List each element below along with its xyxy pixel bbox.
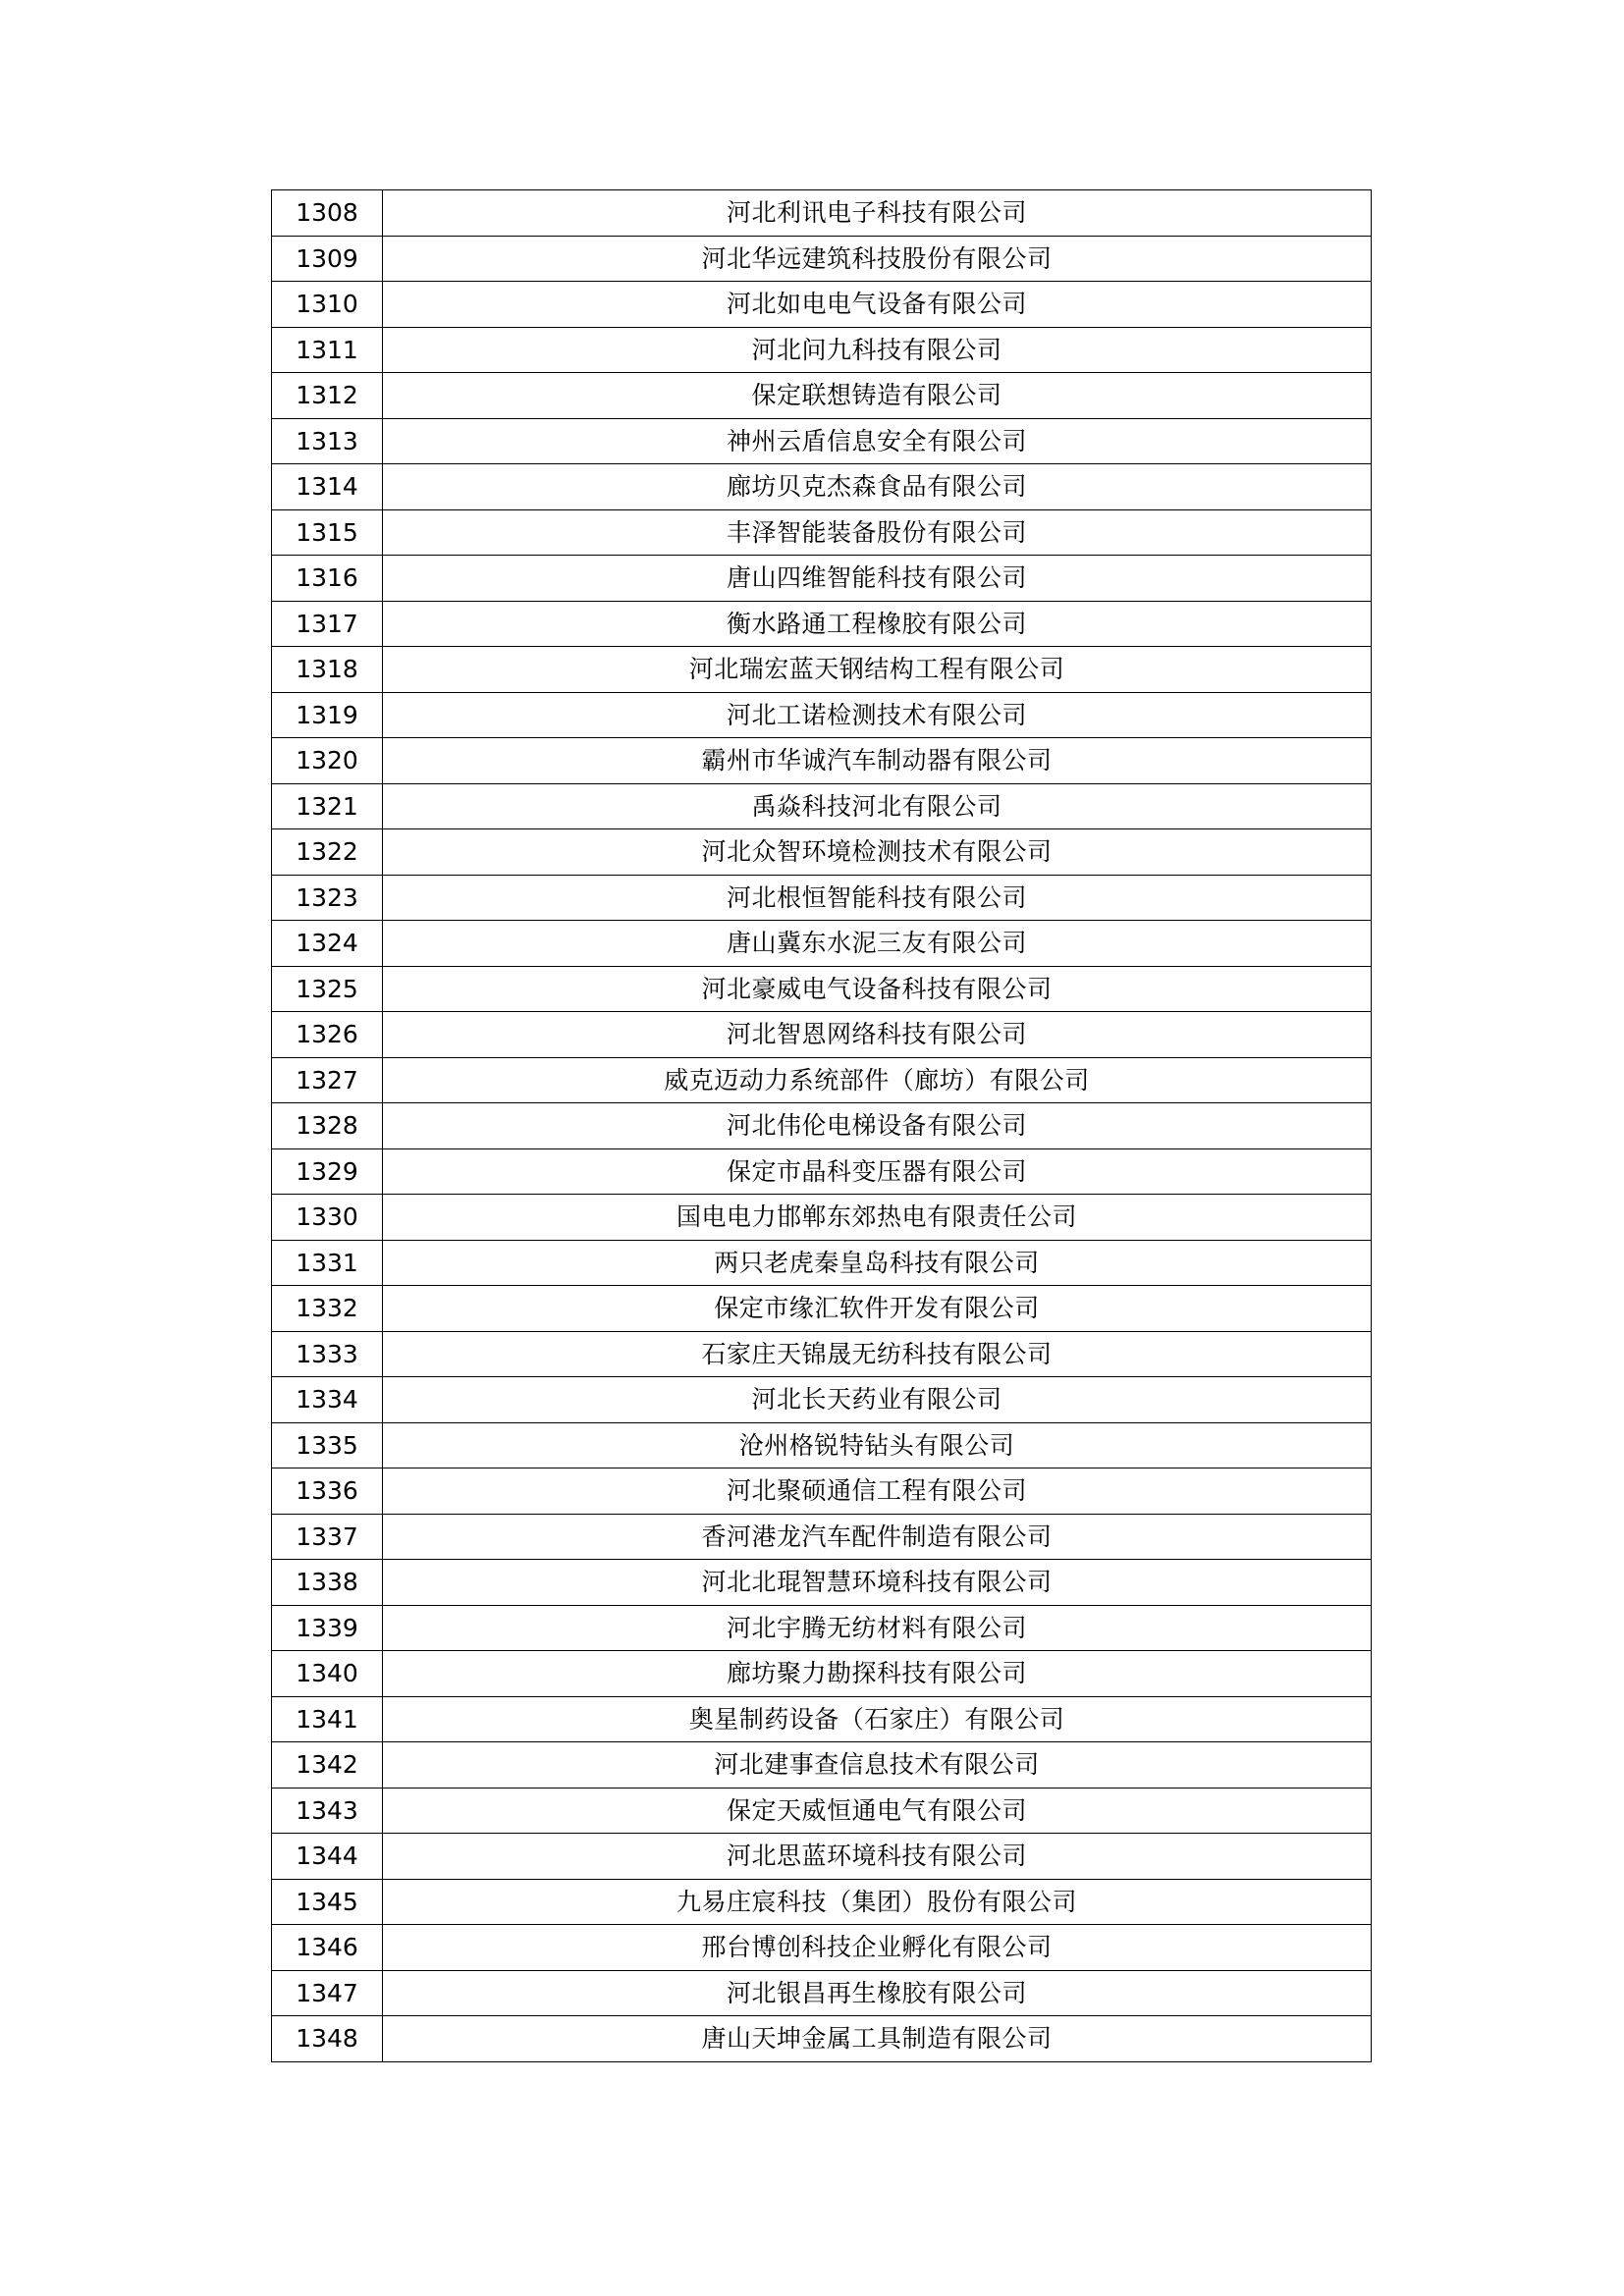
table-row (272, 1696, 1372, 1742)
company-name-cell: 河北利讯电子科技有限公司 (383, 190, 1372, 237)
row-index-cell: 1331 (272, 1240, 383, 1286)
table-row (272, 1103, 1372, 1149)
company-name-cell: 九易庄宸科技（集团）股份有限公司 (383, 1879, 1372, 1925)
company-name-cell: 衡水路通工程橡胶有限公司 (383, 601, 1372, 647)
table-row (272, 601, 1372, 647)
row-index-cell: 1321 (272, 783, 383, 829)
row-index-cell: 1341 (272, 1696, 383, 1742)
row-index-cell: 1329 (272, 1148, 383, 1195)
row-index-cell: 1336 (272, 1468, 383, 1515)
company-name-cell: 河北思蓝环境科技有限公司 (383, 1834, 1372, 1880)
company-name-cell: 河北如电电气设备有限公司 (383, 282, 1372, 328)
table-row (272, 1514, 1372, 1560)
company-name-cell: 奥星制药设备（石家庄）有限公司 (383, 1696, 1372, 1742)
row-index-cell: 1316 (272, 556, 383, 602)
row-index-cell: 1330 (272, 1195, 383, 1241)
company-name-cell: 禹焱科技河北有限公司 (383, 783, 1372, 829)
company-name-cell: 唐山四维智能科技有限公司 (383, 556, 1372, 602)
company-name-cell: 廊坊聚力勘探科技有限公司 (383, 1651, 1372, 1697)
company-name-cell: 河北伟伦电梯设备有限公司 (383, 1103, 1372, 1149)
table-row (272, 966, 1372, 1012)
table-row (272, 464, 1372, 510)
company-name-cell: 神州云盾信息安全有限公司 (383, 418, 1372, 464)
row-index-cell: 1347 (272, 1970, 383, 2016)
table-row (272, 190, 1372, 237)
row-index-cell: 1309 (272, 236, 383, 282)
company-name-cell: 河北银昌再生橡胶有限公司 (383, 1970, 1372, 2016)
row-index-cell: 1317 (272, 601, 383, 647)
table-row (272, 1377, 1372, 1423)
company-name-cell: 沧州格锐特钻头有限公司 (383, 1422, 1372, 1468)
row-index-cell: 1332 (272, 1286, 383, 1332)
company-name-cell: 威克迈动力系统部件（廊坊）有限公司 (383, 1057, 1372, 1103)
table-row (272, 556, 1372, 602)
row-index-cell: 1315 (272, 509, 383, 556)
row-index-cell: 1311 (272, 327, 383, 373)
table-row (272, 327, 1372, 373)
table-body (272, 190, 1372, 2062)
company-name-cell: 保定市晶科变压器有限公司 (383, 1148, 1372, 1195)
table-row (272, 1560, 1372, 1606)
row-index-cell: 1326 (272, 1012, 383, 1058)
company-name-cell: 保定市缘汇软件开发有限公司 (383, 1286, 1372, 1332)
company-name-cell: 保定天威恒通电气有限公司 (383, 1788, 1372, 1834)
table-row (272, 1742, 1372, 1789)
company-name-cell: 河北北琨智慧环境科技有限公司 (383, 1560, 1372, 1606)
table-row (272, 1605, 1372, 1651)
table-row (272, 1286, 1372, 1332)
row-index-cell: 1323 (272, 875, 383, 921)
company-name-cell: 霸州市华诚汽车制动器有限公司 (383, 738, 1372, 784)
row-index-cell: 1313 (272, 418, 383, 464)
row-index-cell: 1337 (272, 1514, 383, 1560)
row-index-cell: 1328 (272, 1103, 383, 1149)
row-index-cell: 1320 (272, 738, 383, 784)
table-row (272, 373, 1372, 419)
row-index-cell: 1346 (272, 1925, 383, 1971)
company-name-cell: 邢台博创科技企业孵化有限公司 (383, 1925, 1372, 1971)
company-name-cell: 香河港龙汽车配件制造有限公司 (383, 1514, 1372, 1560)
company-name-cell: 廊坊贝克杰森食品有限公司 (383, 464, 1372, 510)
company-name-cell: 河北问九科技有限公司 (383, 327, 1372, 373)
table-row (272, 1970, 1372, 2016)
company-name-cell: 两只老虎秦皇岛科技有限公司 (383, 1240, 1372, 1286)
company-name-cell: 河北根恒智能科技有限公司 (383, 875, 1372, 921)
company-name-cell: 河北华远建筑科技股份有限公司 (383, 236, 1372, 282)
company-name-cell: 河北豪威电气设备科技有限公司 (383, 966, 1372, 1012)
row-index-cell: 1343 (272, 1788, 383, 1834)
table-row (272, 2016, 1372, 2062)
table-row (272, 1468, 1372, 1515)
company-name-cell: 国电电力邯郸东郊热电有限责任公司 (383, 1195, 1372, 1241)
table-row (272, 1240, 1372, 1286)
row-index-cell: 1310 (272, 282, 383, 328)
table-row (272, 1331, 1372, 1377)
row-index-cell: 1344 (272, 1834, 383, 1880)
table-row (272, 783, 1372, 829)
row-index-cell: 1338 (272, 1560, 383, 1606)
company-name-cell: 保定联想铸造有限公司 (383, 373, 1372, 419)
table-row (272, 1012, 1372, 1058)
company-name-cell: 河北建事查信息技术有限公司 (383, 1742, 1372, 1789)
table-row (272, 1195, 1372, 1241)
row-index-cell: 1318 (272, 647, 383, 693)
table-row (272, 282, 1372, 328)
row-index-cell: 1319 (272, 692, 383, 738)
table-row (272, 692, 1372, 738)
table-container (271, 189, 1353, 2062)
company-name-cell: 河北宇腾无纺材料有限公司 (383, 1605, 1372, 1651)
company-name-cell: 唐山冀东水泥三友有限公司 (383, 921, 1372, 967)
table-row (272, 509, 1372, 556)
table-row (272, 236, 1372, 282)
table-row (272, 1057, 1372, 1103)
table-row (272, 1879, 1372, 1925)
row-index-cell: 1327 (272, 1057, 383, 1103)
row-index-cell: 1312 (272, 373, 383, 419)
row-index-cell: 1314 (272, 464, 383, 510)
company-name-cell: 河北工诺检测技术有限公司 (383, 692, 1372, 738)
row-index-cell: 1342 (272, 1742, 383, 1789)
company-listing-table (271, 189, 1372, 2062)
table-row (272, 1422, 1372, 1468)
row-index-cell: 1308 (272, 190, 383, 237)
row-index-cell: 1322 (272, 829, 383, 876)
table-row (272, 921, 1372, 967)
company-name-cell: 唐山天坤金属工具制造有限公司 (383, 2016, 1372, 2062)
row-index-cell: 1345 (272, 1879, 383, 1925)
table-row (272, 738, 1372, 784)
table-row (272, 1834, 1372, 1880)
company-name-cell: 河北众智环境检测技术有限公司 (383, 829, 1372, 876)
table-row (272, 1651, 1372, 1697)
table-row (272, 418, 1372, 464)
row-index-cell: 1324 (272, 921, 383, 967)
row-index-cell: 1325 (272, 966, 383, 1012)
row-index-cell: 1348 (272, 2016, 383, 2062)
table-row (272, 875, 1372, 921)
table-row (272, 829, 1372, 876)
company-name-cell: 石家庄天锦晟无纺科技有限公司 (383, 1331, 1372, 1377)
company-name-cell: 河北智恩网络科技有限公司 (383, 1012, 1372, 1058)
row-index-cell: 1340 (272, 1651, 383, 1697)
company-name-cell: 河北长天药业有限公司 (383, 1377, 1372, 1423)
company-name-cell: 丰泽智能装备股份有限公司 (383, 509, 1372, 556)
row-index-cell: 1339 (272, 1605, 383, 1651)
table-row (272, 1788, 1372, 1834)
table-row (272, 1148, 1372, 1195)
company-name-cell: 河北瑞宏蓝天钢结构工程有限公司 (383, 647, 1372, 693)
row-index-cell: 1333 (272, 1331, 383, 1377)
row-index-cell: 1334 (272, 1377, 383, 1423)
company-name-cell: 河北聚硕通信工程有限公司 (383, 1468, 1372, 1515)
row-index-cell: 1335 (272, 1422, 383, 1468)
table-row (272, 1925, 1372, 1971)
table-row (272, 647, 1372, 693)
